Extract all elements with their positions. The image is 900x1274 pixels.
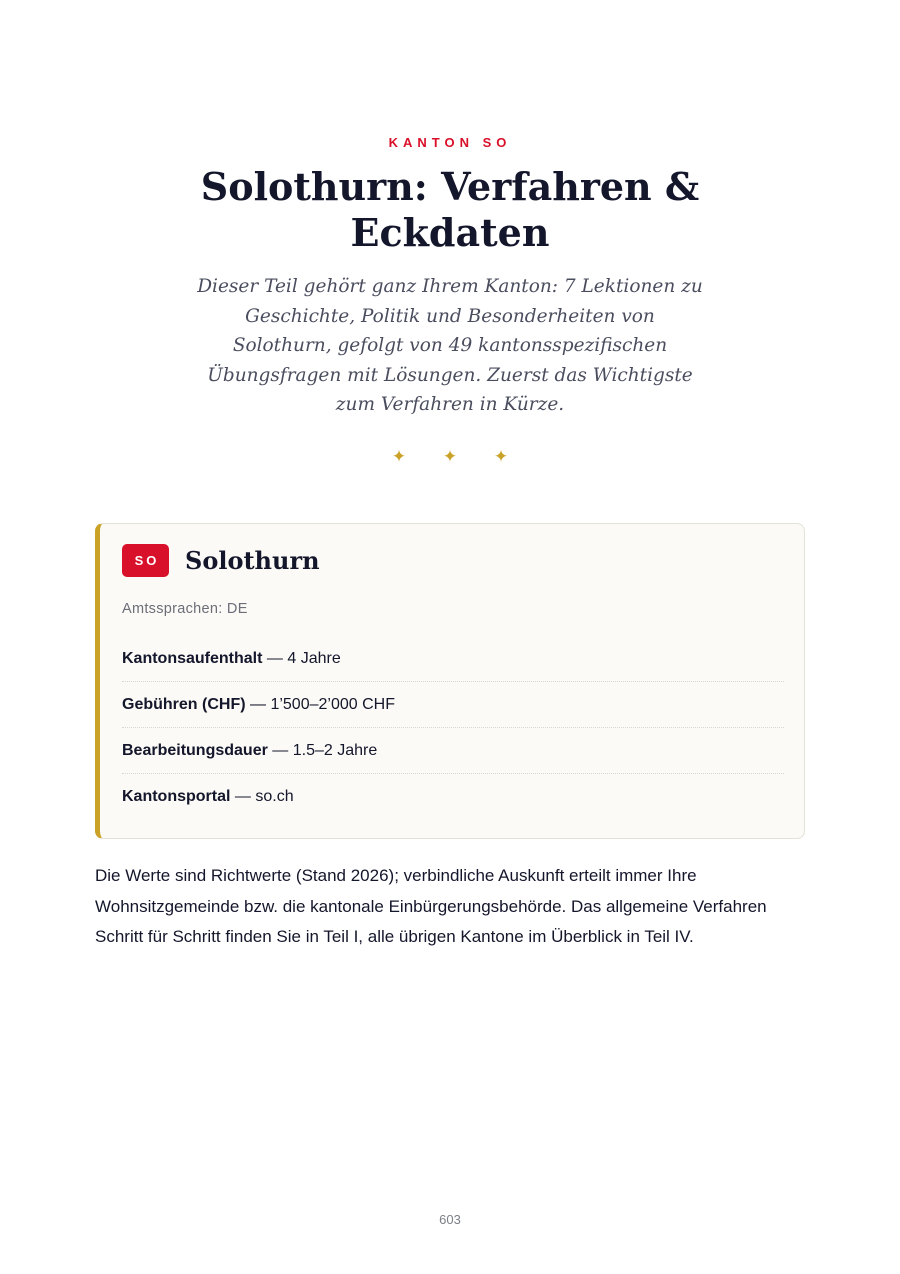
disclaimer-paragraph: Die Werte sind Richtwerte (Stand 2026); verbindliche Auskunft erteilt immer Ihre Wohnsitzgemeinde bzw. die kantonale Einbürgerungsbehörde. Das allgemeine Verfahren Schritt für Schritt finden Sie in Teil I, alle übrigen Kantone im Überblick in Teil IV. — [95, 866, 767, 946]
fact-separator: — — [250, 696, 266, 713]
fact-label: Gebühren (CHF) — [122, 696, 246, 713]
fact-row-residence — [122, 636, 784, 682]
page-title: Solothurn: Verfahren & Eckdaten — [200, 164, 700, 255]
fact-row-fees — [122, 682, 784, 728]
intro-lead: Dieser Teil gehört ganz Ihrem Kanton: 7 Lektionen zu Geschichte, Politik und Besonderheiten von Solothurn, gefolgt von 49 kantonsspezifischen Übungsfragen mit Lösungen. Zuerst das Wichtigste zum Verfahren in Kürze. — [197, 276, 703, 415]
canton-badge: SO — [122, 544, 169, 577]
fact-separator: — — [234, 788, 251, 805]
fact-value: 4 Jahre — [287, 650, 341, 667]
fact-label: Bearbeitungsdauer — [122, 742, 268, 759]
fact-separator: — — [266, 650, 283, 667]
official-languages: Amtssprachen: DE — [122, 601, 248, 617]
canton-info-card — [95, 523, 805, 839]
card-header — [122, 544, 320, 577]
fact-value: 1’500–2’000 CHF — [270, 696, 395, 713]
fact-row-portal — [122, 774, 784, 819]
ornament-divider: ✦ ✦ ✦ — [391, 447, 525, 466]
section-kicker: KANTON SO — [388, 135, 512, 150]
fact-value: 1.5–2 Jahre — [292, 742, 378, 759]
fact-value: so.ch — [255, 788, 294, 805]
fact-label: Kantonsportal — [122, 788, 231, 805]
fact-separator: — — [272, 742, 289, 759]
fact-row-duration — [122, 728, 784, 774]
canton-name: Solothurn — [185, 546, 320, 575]
fact-list — [122, 636, 784, 819]
fact-label: Kantonsaufenthalt — [122, 650, 263, 667]
page-number: 603 — [439, 1212, 461, 1227]
